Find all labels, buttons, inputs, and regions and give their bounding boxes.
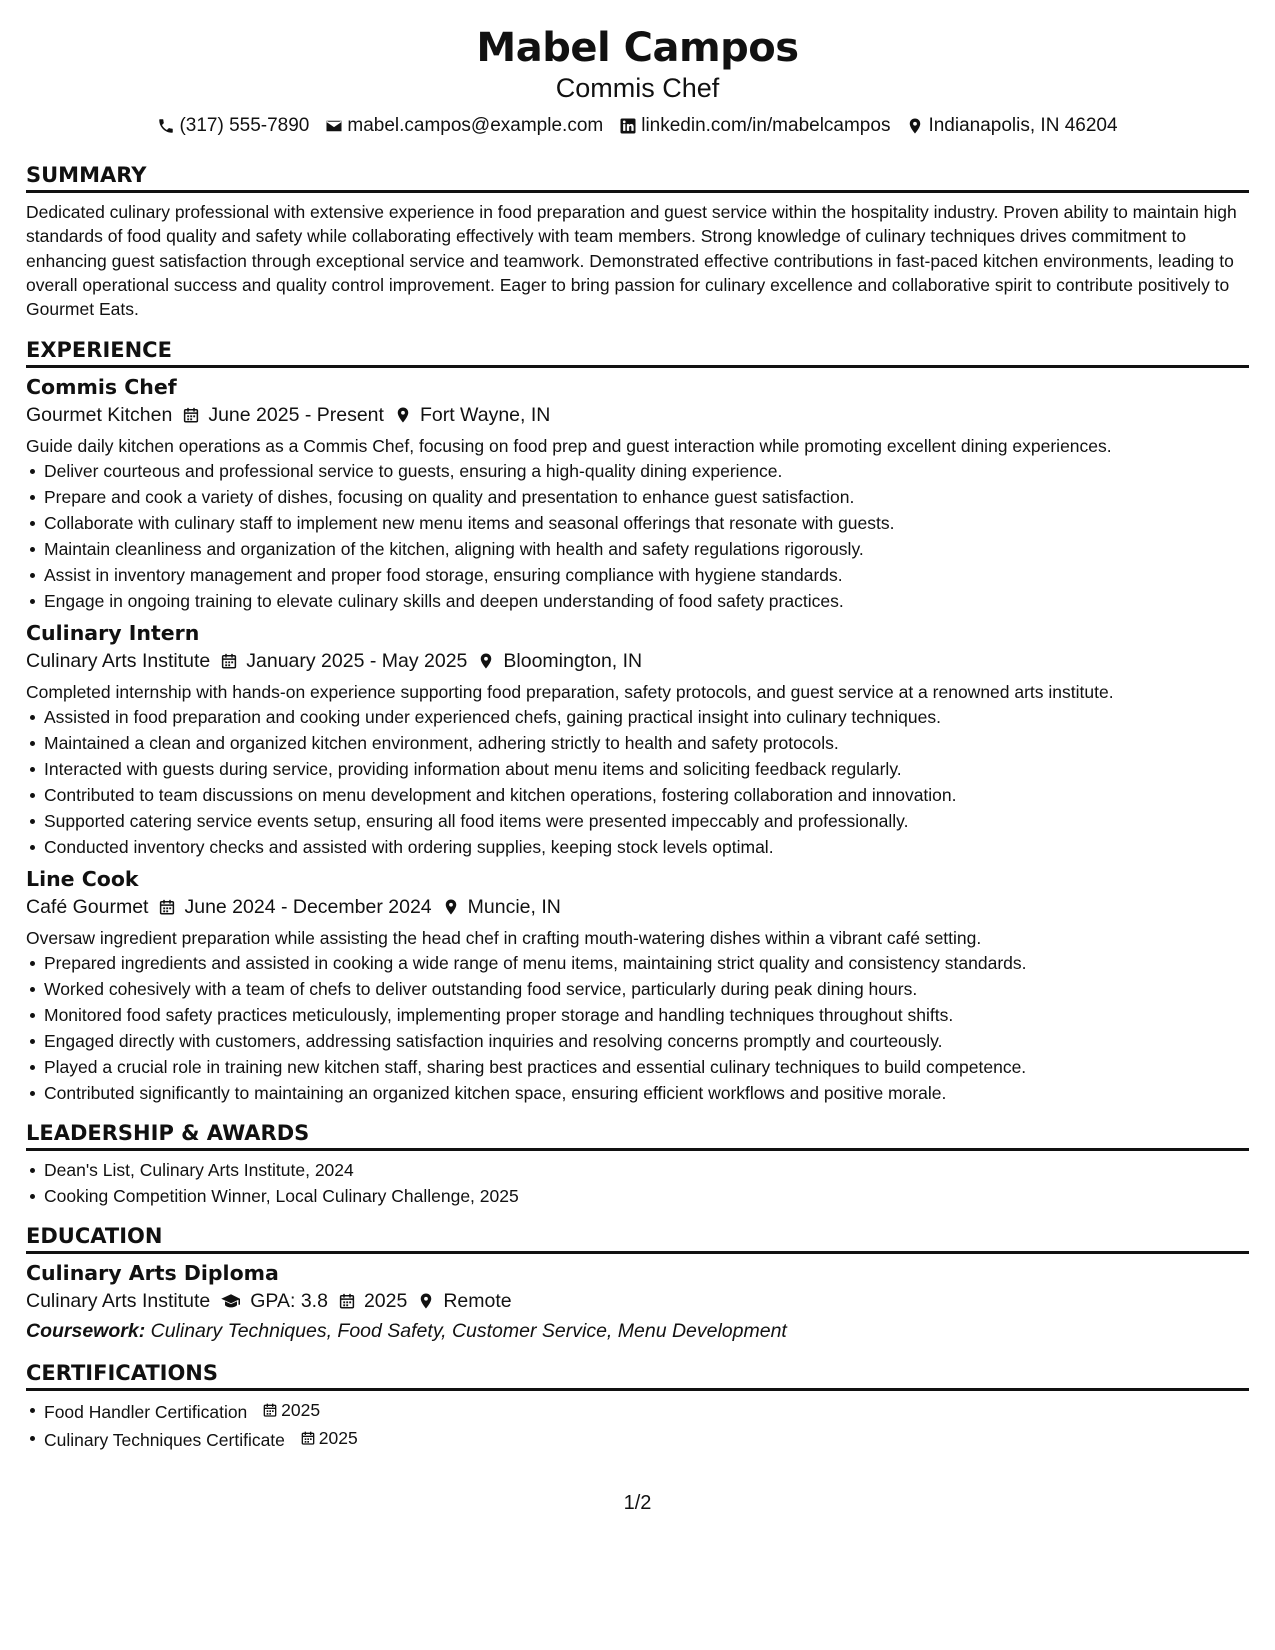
list-item: Conducted inventory checks and assisted with ordering supplies, keeping stock levels optimal.	[26, 834, 1249, 860]
job-dates-group	[158, 892, 431, 922]
cert-name: Food Handler Certification	[44, 1402, 248, 1423]
contact-row	[26, 114, 1249, 138]
page-number: 1/2	[623, 1492, 652, 1514]
job-location-group	[442, 892, 561, 922]
contact-linkedin[interactable]	[619, 114, 890, 138]
job-description: Completed internship with hands-on experience supporting food preparation, safety protocols, and guest service at a renowned arts institute.	[26, 682, 1114, 703]
calendar-icon	[300, 1430, 316, 1446]
list-item	[26, 1397, 1249, 1425]
education-location: Remote	[443, 1290, 512, 1313]
list-item: Engaged directly with customers, addressing satisfaction inquiries and resolving concerns promptly and courteously.	[26, 1028, 1249, 1054]
job-location-group	[477, 646, 642, 676]
cert-year: 2025	[281, 1400, 321, 1421]
job-title: Line Cook	[26, 867, 139, 892]
job-company: Gourmet Kitchen	[26, 404, 173, 427]
cert-date-group	[300, 1425, 358, 1451]
map-pin-icon	[394, 406, 412, 424]
job-location-group	[394, 400, 550, 430]
list-item: Cooking Competition Winner, Local Culinary Challenge, 2025	[26, 1183, 1249, 1209]
coursework-text: Culinary Techniques, Food Safety, Customer Service, Menu Development	[150, 1320, 787, 1343]
calendar-icon	[338, 1292, 356, 1310]
contact-location	[906, 114, 1117, 138]
coursework-label: Coursework:	[26, 1320, 146, 1343]
job-dates: January 2025 - May 2025	[246, 650, 468, 673]
list-item: Deliver courteous and professional service to guests, ensuring a high-quality dining experience.	[26, 458, 1249, 484]
job-dates: June 2025 - Present	[208, 404, 384, 427]
certifications-heading: CERTIFICATIONS	[26, 1360, 1249, 1391]
map-pin-icon	[442, 898, 460, 916]
gpa-text: GPA: 3.8	[250, 1290, 328, 1313]
job-bullets	[26, 950, 1249, 1106]
list-item: Collaborate with culinary staff to implement new menu items and seasonal offerings that resonate with guests.	[26, 510, 1249, 536]
job-entry	[26, 374, 1249, 614]
phone-icon	[157, 117, 175, 135]
contact-phone[interactable]	[157, 114, 309, 138]
phone-text: (317) 555-7890	[179, 115, 310, 136]
job-entry	[26, 620, 1249, 860]
email-text: mabel.campos@example.com	[347, 115, 604, 136]
job-dates-group	[220, 646, 467, 676]
job-description: Oversaw ingredient preparation while assisting the head chef in crafting mouth-watering dishes within a vibrant café setting.	[26, 928, 982, 949]
gpa-group	[220, 1286, 328, 1316]
year-group	[338, 1286, 407, 1316]
contact-email[interactable]	[325, 114, 603, 138]
list-item: Prepared ingredients and assisted in cooking a wide range of menu items, maintaining strict quality and consistency standards.	[26, 950, 1249, 976]
map-pin-icon	[477, 652, 495, 670]
job-title: Commis Chef	[26, 375, 177, 400]
list-item: Contributed significantly to maintaining an organized kitchen space, ensuring efficient workflows and positive morale.	[26, 1080, 1249, 1106]
list-item: Maintained a clean and organized kitchen environment, adhering strictly to health and safety protocols.	[26, 730, 1249, 756]
job-entry	[26, 866, 1249, 1106]
list-item: Supported catering service events setup, ensuring all food items were presented impeccably and professionally.	[26, 808, 1249, 834]
cert-year: 2025	[318, 1428, 358, 1449]
candidate-name: Mabel Campos	[476, 25, 799, 71]
calendar-icon	[158, 898, 176, 916]
resume-page	[26, 0, 1249, 1453]
degree-title: Culinary Arts Diploma	[26, 1261, 279, 1286]
job-meta	[26, 892, 1249, 922]
calendar-icon	[220, 652, 238, 670]
linkedin-text: linkedin.com/in/mabelcampos	[641, 115, 891, 136]
job-location: Muncie, IN	[467, 896, 561, 919]
list-item: Interacted with guests during service, providing information about menu items and soliciting feedback regularly.	[26, 756, 1249, 782]
cert-date-group	[262, 1397, 320, 1423]
job-meta	[26, 400, 1249, 430]
coursework-line	[26, 1316, 1249, 1346]
list-item: Played a crucial role in training new kitchen staff, sharing best practices and essential culinary techniques to build competence.	[26, 1054, 1249, 1080]
education-meta	[26, 1286, 1249, 1316]
job-dates-group	[182, 400, 384, 430]
calendar-icon	[262, 1402, 278, 1418]
list-item: Maintain cleanliness and organization of the kitchen, aligning with health and safety regulations rigorously.	[26, 536, 1249, 562]
list-item	[26, 1425, 1249, 1453]
list-item: Dean's List, Culinary Arts Institute, 2024	[26, 1157, 1249, 1183]
education-year: 2025	[363, 1290, 408, 1313]
location-text: Indianapolis, IN 46204	[928, 115, 1118, 136]
job-location: Bloomington, IN	[503, 650, 643, 673]
summary-heading: SUMMARY	[26, 162, 1249, 193]
education-location-group	[417, 1286, 511, 1316]
resume-header	[26, 0, 1249, 138]
calendar-icon	[182, 406, 200, 424]
job-company: Café Gourmet	[26, 896, 149, 919]
list-item: Assisted in food preparation and cooking under experienced chefs, gaining practical insight into culinary techniques.	[26, 704, 1249, 730]
school-name: Culinary Arts Institute	[26, 1290, 211, 1313]
summary-text: Dedicated culinary professional with extensive experience in food preparation and guest service within the hospitality industry. Proven ability to maintain high standards of food quality and safety while collaborating effectively with team members. Strong knowledge of culinary techniques drives commitment to enhancing guest satisfaction through exceptional service and teamwork. Demonstrated effective contributions in fast-paced kitchen environments, leading to overall operational success and quality control improvement. Eager to bring passion for culinary excellence and collaborative spirit to contribute positively to Gourmet Eats.	[26, 202, 1237, 320]
list-item: Prepare and cook a variety of dishes, focusing on quality and presentation to enhance guest satisfaction.	[26, 484, 1249, 510]
job-title: Culinary Intern	[26, 621, 200, 646]
graduation-cap-icon	[220, 1292, 242, 1310]
list-item: Worked cohesively with a team of chefs to deliver outstanding food service, particularly during peak dining hours.	[26, 976, 1249, 1002]
job-description: Guide daily kitchen operations as a Commis Chef, focusing on food prep and guest interaction while promoting excellent dining experiences.	[26, 436, 1112, 457]
job-bullets	[26, 704, 1249, 860]
list-item: Engage in ongoing training to elevate culinary skills and deepen understanding of food safety practices.	[26, 588, 1249, 614]
list-item: Contributed to team discussions on menu development and kitchen operations, fostering collaboration and innovation.	[26, 782, 1249, 808]
map-pin-icon	[906, 117, 924, 135]
cert-name: Culinary Techniques Certificate	[44, 1430, 285, 1451]
awards-heading: LEADERSHIP & AWARDS	[26, 1120, 1249, 1151]
job-bullets	[26, 458, 1249, 614]
certifications-list	[26, 1397, 1249, 1453]
job-company: Culinary Arts Institute	[26, 650, 211, 673]
map-pin-icon	[417, 1292, 435, 1310]
job-meta	[26, 646, 1249, 676]
job-dates: June 2024 - December 2024	[184, 896, 432, 919]
education-heading: EDUCATION	[26, 1223, 1249, 1254]
list-item: Assist in inventory management and proper food storage, ensuring compliance with hygiene standards.	[26, 562, 1249, 588]
linkedin-icon	[619, 117, 637, 135]
job-location: Fort Wayne, IN	[419, 404, 551, 427]
envelope-icon	[325, 117, 343, 135]
awards-list	[26, 1157, 1249, 1209]
education-entry	[26, 1260, 1249, 1346]
experience-heading: EXPERIENCE	[26, 337, 1249, 368]
list-item: Monitored food safety practices meticulously, implementing proper storage and handling techniques throughout shifts.	[26, 1002, 1249, 1028]
candidate-title: Commis Chef	[555, 73, 720, 103]
